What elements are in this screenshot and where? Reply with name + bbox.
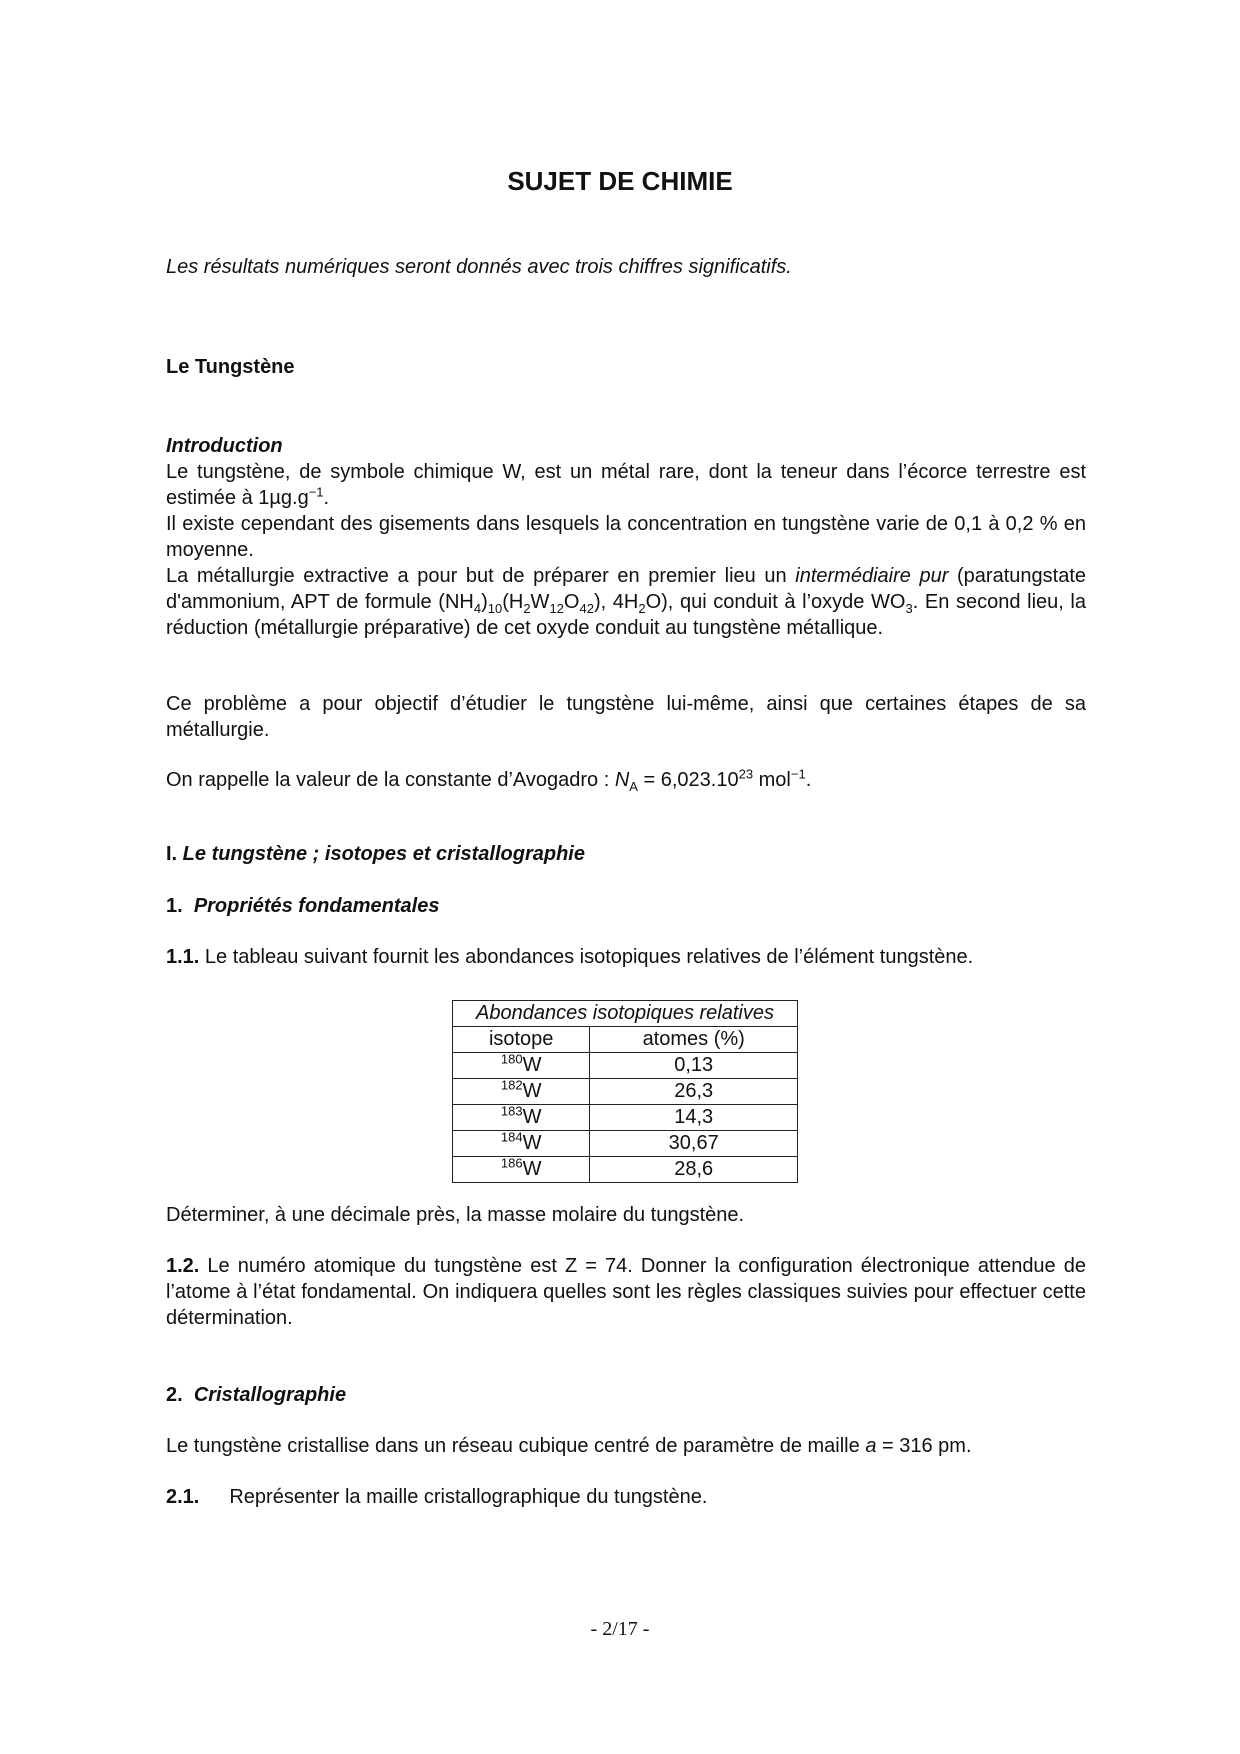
section-title: Le Tungstène [166,356,295,378]
page-number: - 2/17 - [590,1618,650,1640]
isotope-symbol: W [522,1158,542,1180]
avogadro-exponent: 23 [738,766,754,782]
part1-number: I. [166,843,183,865]
question-2-1-number: 2.1. [166,1486,200,1508]
molar-mass-instruction: Déterminer, à une décimale près, la masse molaire du tungstène. [166,1204,745,1226]
subsection-2-title: Cristallographie [193,1384,347,1406]
table-row [453,1053,798,1079]
significant-figures-note: Les résultats numériques seront donnés avec trois chiffres significatifs. [166,256,792,278]
isotope-cell [453,1079,590,1105]
question-1-2 [166,1253,1086,1331]
question-1-1-text: Le tableau suivant fournit les abondances isotopiques relatives de l’élément tungstène. [199,946,974,968]
intro-paragraph-2: Il existe cependant des gisements dans lesquels la concentration en tungstène varie de 0,1 à 0,2 % en moyenne. [166,513,1086,561]
abundance-cell: 0,13 [590,1053,798,1079]
isotope-symbol: W [522,1054,542,1076]
column-header-atoms: atomes (%) [590,1027,798,1053]
intro-p3-a: La métallurgie extractive a pour but de préparer en premier lieu un [166,565,796,587]
part1-title: Le tungstène ; isotopes et cristallographie [182,843,585,865]
column-header-isotope: isotope [453,1027,590,1053]
page-title: SUJET DE CHIMIE [507,166,733,196]
intro-p3-sub: 2 [523,601,531,616]
avogadro-sub: A [629,779,638,794]
intro-p3-emphasis: intermédiaire pur [795,565,949,587]
intro-p3-b: (paratungstate d'ammonium, APT de formule (NH [166,565,1086,613]
intro-p1-text: Le tungstène, de symbole chimique W, est un métal rare, dont la teneur dans l’écorce terrestre est estimée à 1µg.g [166,461,1086,509]
isotope-mass: 183 [500,1103,523,1119]
avogadro-value: = 6,023.10 [637,769,739,791]
intro-p3-sub: 3 [905,601,913,616]
intro-p3-i: . En second lieu, la réduction (métallurgie préparative) de cet oxyde conduit au tungstène métallique. [166,591,1087,639]
table-row [453,1105,798,1131]
question-1-2-number: 1.2. [166,1255,200,1277]
isotope-mass: 186 [500,1155,523,1171]
isotope-symbol: W [522,1080,542,1102]
intro-paragraph-1 [166,459,1086,511]
isotope-cell [453,1105,590,1131]
isotope-mass: 182 [500,1077,523,1093]
table-caption-row [453,1001,798,1027]
isotope-symbol: W [522,1106,542,1128]
intro-p1-end: . [323,487,330,509]
avogadro-line [166,767,1086,793]
question-1-2-text: Le numéro atomique du tungstène est Z = 74. Donner la configuration électronique attendue de l’atome à l’état fondamental. On indiquera quelles sont les règles classiques suivies pour effectuer cette détermination. [166,1255,1086,1329]
intro-p3-c: ) [481,591,488,613]
lattice-parameter-value: = 316 pm. [876,1435,972,1457]
question-2-1 [166,1484,1086,1510]
isotope-mass: 180 [500,1051,523,1067]
intro-p3-f: O [563,591,580,613]
avogadro-unit: mol [753,769,791,791]
question-2-1-text: Représenter la maille cristallographique du tungstène. [229,1486,708,1508]
intro-p3-sub: 2 [638,601,646,616]
table-header-row [453,1027,798,1053]
abundance-cell: 28,6 [590,1157,798,1183]
question-1-1 [166,944,1086,970]
isotope-mass: 184 [500,1129,523,1145]
intro-p3-e: W [530,591,550,613]
isotope-table [452,1000,798,1183]
subsection-2-number: 2. [166,1384,183,1406]
crystal-text: Le tungstène cristallise dans un réseau cubique centré de paramètre de maille [166,1435,866,1457]
subsection-1-title: Propriétés fondamentales [193,895,440,917]
avogadro-text: On rappelle la valeur de la constante d’Avogadro : [166,769,615,791]
intro-heading: Introduction [166,435,283,457]
intro-paragraph-3 [166,563,1086,641]
subsection-1-heading [166,893,1086,919]
avogadro-end: . [805,769,812,791]
subsection-1-number: 1. [166,895,183,917]
isotope-cell [453,1053,590,1079]
intro-p3-d: (H [502,591,524,613]
question-1-1-number: 1.1. [166,946,200,968]
table-row [453,1079,798,1105]
table-caption: Abondances isotopiques relatives [453,1001,798,1027]
avogadro-symbol: N [614,769,630,791]
avogadro-unit-exponent: −1 [790,766,806,782]
intro-p3-sub: 4 [473,601,482,616]
abundance-cell: 26,3 [590,1079,798,1105]
intro-p3-sub: 10 [487,601,503,616]
intro-paragraph-4: Ce problème a pour objectif d’étudier le tungstène lui-même, ainsi que certaines étapes de sa métallurgie. [166,693,1086,741]
crystal-lattice-text [166,1433,1086,1459]
subsection-2-heading [166,1382,1086,1408]
isotope-cell [453,1131,590,1157]
intro-p3-sub: 12 [549,601,564,616]
isotope-symbol: W [522,1132,542,1154]
table-row [453,1157,798,1183]
intro-p1-sup: −1 [308,484,324,500]
abundance-cell: 14,3 [590,1105,798,1131]
abundance-cell: 30,67 [590,1131,798,1157]
intro-p3-g: ), 4H [593,591,639,613]
intro-p3-sub: 42 [579,601,594,616]
part1-heading [166,841,1086,867]
isotope-cell [453,1157,590,1183]
lattice-parameter-symbol: a [865,1435,877,1457]
intro-p3-h: O), qui conduit à l’oxyde WO [645,591,906,613]
table-row [453,1131,798,1157]
